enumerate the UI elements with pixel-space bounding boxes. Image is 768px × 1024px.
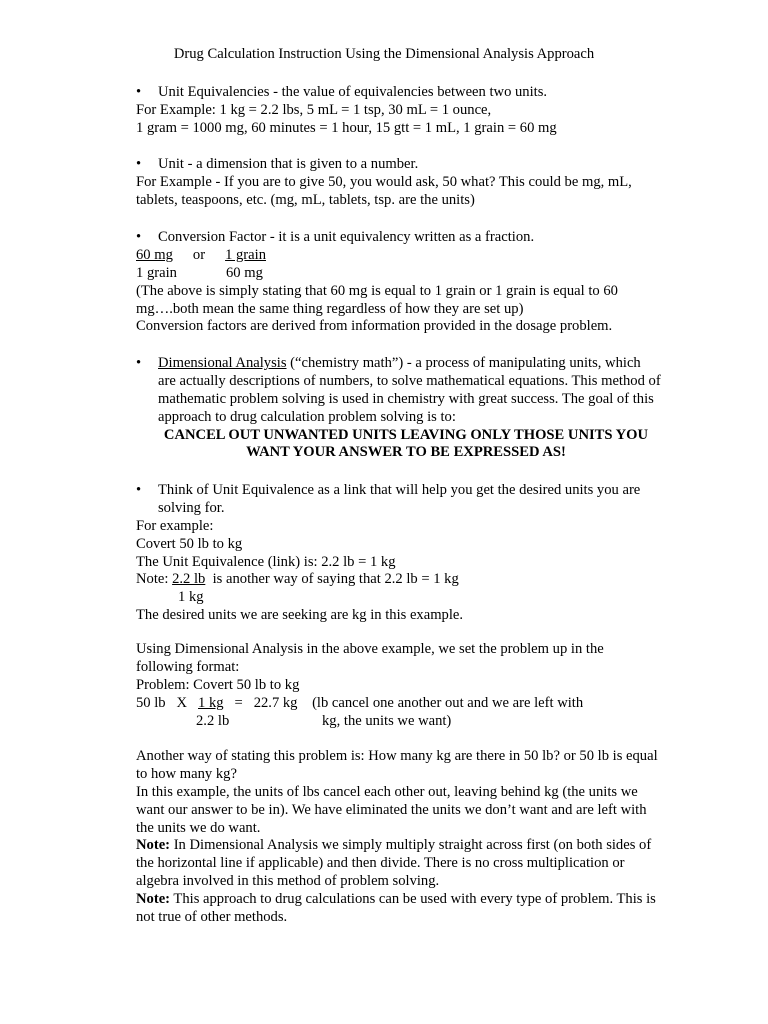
or-text: or xyxy=(192,246,206,263)
text-line: For Example: 1 kg = 2.2 lbs, 5 mL = 1 tsp, 30 mL = 1 ounce, xyxy=(136,101,492,118)
page-title: Drug Calculation Instruction Using the Dimensional Analysis Approach xyxy=(173,46,595,62)
section-conversion-factor xyxy=(136,229,676,336)
text-line: Conversion factors are derived from information provided in the dosage problem. xyxy=(136,318,613,335)
fraction-2-2lb-denominator: 2.2 lb xyxy=(196,712,230,729)
section-dimensional-analysis xyxy=(136,355,676,462)
text-line: mg….both mean the same thing regardless of how they are set up) xyxy=(136,300,524,317)
fraction-2-2lb-numerator: 2.2 lb xyxy=(172,571,206,588)
text-line: 1 gram = 1000 mg, 60 minutes = 1 hour, 15 gtt = 1 mL, 1 grain = 60 mg xyxy=(136,119,557,136)
section-worked-problem xyxy=(136,641,676,730)
text-line: not true of other methods. xyxy=(136,909,288,926)
text-line: Another way of stating this problem is: How many kg are there in 50 lb? or 50 lb is equal xyxy=(136,748,658,764)
text-line: are actually descriptions of numbers, to solve mathematical equations. This method of xyxy=(158,372,661,389)
text-line: Problem: Covert 50 lb to kg xyxy=(136,676,300,693)
text-line: For example: xyxy=(136,517,214,534)
note-line: Note: In Dimensional Analysis we simply multiply straight across first (on both sides of xyxy=(136,837,652,854)
fraction-60mg-numerator: 60 mg xyxy=(136,246,173,263)
text-line: the units we do want. xyxy=(136,819,261,836)
text-line: following format: xyxy=(136,658,240,675)
bullet-conversion-factor: • Conversion Factor - it is a unit equivalency written as a fraction. xyxy=(136,229,676,247)
section-unit-equivalence-link xyxy=(136,482,676,625)
text-line: want our answer to be in). We have eliminated the units we don’t want and are left with xyxy=(136,801,647,818)
fraction-1kg-denominator: 1 kg xyxy=(178,589,204,606)
bullet-unit: • Unit - a dimension that is given to a number. xyxy=(136,156,676,174)
section-explanation xyxy=(136,748,676,927)
fraction-1kg-numerator: 1 kg xyxy=(198,694,224,711)
text-line: Covert 50 lb to kg xyxy=(136,535,243,552)
text-line: to how many kg? xyxy=(136,765,237,782)
text-line: algebra involved in this method of problem solving. xyxy=(136,873,440,890)
fraction-1grain-denominator: 1 grain xyxy=(136,264,177,281)
note-line: Note: This approach to drug calculations can be used with every type of problem. This is xyxy=(136,891,656,908)
bullet-dimensional-analysis: • Dimensional Analysis (“chemistry math”) - a process of manipulating units, which xyxy=(136,355,676,373)
text-line: Using Dimensional Analysis in the above example, we set the problem up in the xyxy=(136,641,604,657)
fraction-60mg-denominator: 60 mg xyxy=(226,264,263,281)
equation-line: 50 lb X 1 kg = 22.7 kg (lb cancel one another out and we are left with xyxy=(136,694,584,711)
note-fraction-line: Note: 2.2 lb is another way of saying that 2.2 lb = 1 kg xyxy=(136,571,459,588)
text-line: The Unit Equivalence (link) is: 2.2 lb = 1 kg xyxy=(136,553,396,570)
section-unit-equivalencies xyxy=(136,84,676,138)
emphasis-line: WANT YOUR ANSWER TO BE EXPRESSED AS! xyxy=(246,444,566,461)
text-line: The desired units we are seeking are kg in this example. xyxy=(136,607,464,624)
fraction-1grain-numerator: 1 grain xyxy=(225,246,266,263)
text-line: the horizontal line if applicable) and then divide. There is no cross multiplication or xyxy=(136,855,625,872)
fraction-denominators xyxy=(136,265,676,283)
bullet-unit-equivalence-link: • Think of Unit Equivalence as a link that will help you get the desired units you are xyxy=(136,482,676,500)
equation-second-line: 2.2 lb kg, the units we want) xyxy=(196,712,452,729)
fraction-numerators xyxy=(136,247,676,265)
emphasis-line: CANCEL OUT UNWANTED UNITS LEAVING ONLY THOSE UNITS YOU xyxy=(163,426,649,443)
text-line: In this example, the units of lbs cancel each other out, leaving behind kg (the units we xyxy=(136,783,638,800)
text-line: tablets, teaspoons, etc. (mg, mL, tablets, tsp. are the units) xyxy=(136,191,475,208)
text-line: (The above is simply stating that 60 mg is equal to 1 grain or 1 grain is equal to 60 xyxy=(136,282,618,299)
text-line: mathematic problem solving is used in chemistry with great success. The goal of this xyxy=(158,390,654,407)
dimensional-analysis-term: Dimensional Analysis xyxy=(158,355,287,371)
bullet-unit-equivalencies: • Unit Equivalencies - the value of equivalencies between two units. xyxy=(136,84,676,102)
text-line: approach to drug calculation problem solving is to: xyxy=(158,408,456,425)
text-line: solving for. xyxy=(158,499,225,516)
text-line: For Example - If you are to give 50, you would ask, 50 what? This could be mg, mL, xyxy=(136,173,632,190)
section-unit xyxy=(136,156,676,210)
